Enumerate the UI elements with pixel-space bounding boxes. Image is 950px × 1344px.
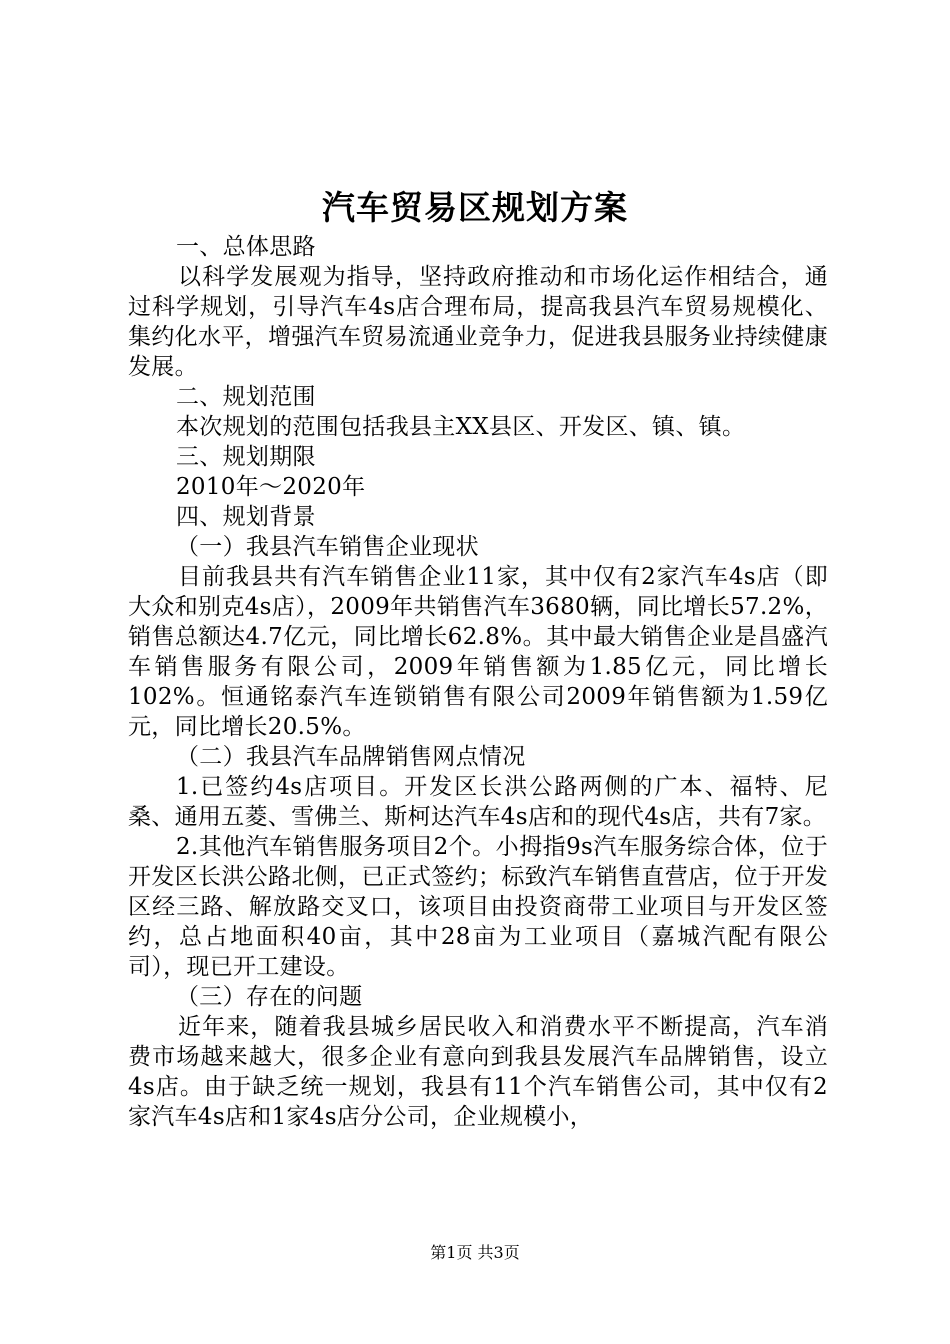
paragraph-period: 2010年～2020年 bbox=[176, 474, 366, 500]
subsection-heading-enterprise-status: （一）我县汽车销售企业现状 bbox=[176, 534, 479, 560]
paragraph-other-projects: 2.其他汽车销售服务项目2个。小拇指9s汽车服务综合体，位于开发区长洪公路北侧，已正式签约；标致汽车销售直营店，位于开发区经三路、解放路交叉口，该项目由投资商带工业项目与开发区签约，总占地面积40亩，其中28亩为工业项目（嘉城汽配有限公司），现已开工建设。 bbox=[128, 834, 828, 980]
paragraph-problems: 近年来，随着我县城乡居民收入和消费水平不断提高，汽车消费市场越来越大，很多企业有意向到我县发展汽车品牌销售，设立4s店。由于缺乏统一规划，我县有11个汽车销售公司，其中仅有2家汽车4s店和1家4s店分公司，企业规模小， bbox=[128, 1014, 828, 1130]
subsection-heading-brand-outlets: （二）我县汽车品牌销售网点情况 bbox=[176, 744, 526, 770]
page-number-footer: 第1页 共3页 bbox=[430, 1243, 520, 1262]
paragraph-enterprise-status: 目前我县共有汽车销售企业11家，其中仅有2家汽车4s店（即大众和别克4s店），2009年共销售汽车3680辆，同比增长57.2%，销售总额达4.7亿元，同比增长62.8%。其中最大销售企业是昌盛汽车销售服务有限公司，2009年销售额为1.85亿元，同比增长102%。恒通铭泰汽车连锁销售有限公司2009年销售额为1.59亿元，同比增长20.5%。 bbox=[128, 564, 828, 740]
subsection-heading-problems: （三）存在的问题 bbox=[176, 984, 363, 1010]
paragraph-overall-approach: 以科学发展观为指导，坚持政府推动和市场化运作相结合，通过科学规划，引导汽车4s店合理布局，提高我县汽车贸易规模化、集约化水平，增强汽车贸易流通业竞争力，促进我县服务业持续健康发展。 bbox=[128, 264, 828, 380]
document-title: 汽车贸易区规划方案 bbox=[322, 188, 628, 227]
section-heading-background: 四、规划背景 bbox=[176, 504, 316, 530]
paragraph-scope: 本次规划的范围包括我县主XX县区、开发区、镇、镇。 bbox=[176, 414, 746, 440]
section-heading-scope: 二、规划范围 bbox=[176, 384, 316, 410]
document-body bbox=[128, 232, 828, 1132]
section-heading-overall-approach: 一、总体思路 bbox=[176, 234, 316, 260]
section-heading-period: 三、规划期限 bbox=[176, 444, 316, 470]
paragraph-signed-4s-projects: 1.已签约4s店项目。开发区长洪公路两侧的广本、福特、尼桑、通用五菱、雪佛兰、斯柯达汽车4s店和的现代4s店，共有7家。 bbox=[128, 774, 828, 830]
